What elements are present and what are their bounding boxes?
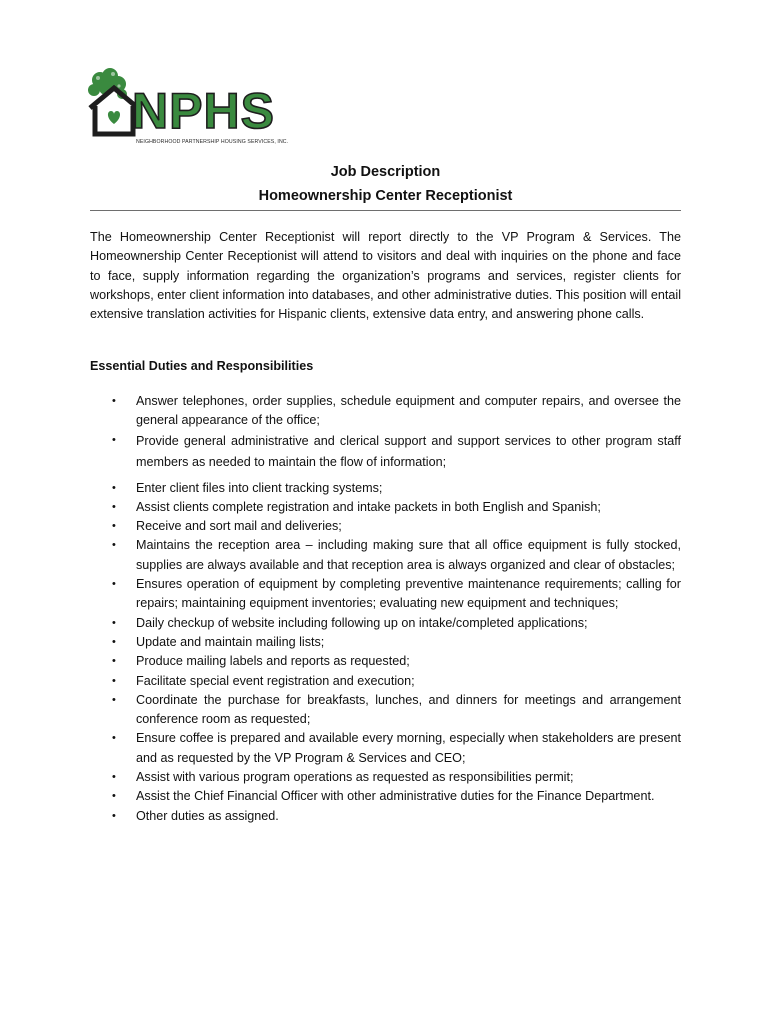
bullet-icon: • [112,616,116,629]
page-subtitle: Homeownership Center Receptionist [258,188,513,204]
bullet-icon: • [112,520,116,533]
logo-subtitle: NEIGHBORHOOD PARTNERSHIP HOUSING SERVICES, INC. [136,139,289,145]
list-item: • Ensure coffee is prepared and available every morning, especially when stakeholders are present and as requested by the VP Program & Services and CEO; [112,731,681,765]
bullet-icon: • [112,635,116,648]
list-item: • Assist with various program operations as requested as responsibilities permit; [112,768,681,787]
section-heading: Essential Duties and Responsibilities [90,359,314,373]
list-item: • Other duties as assigned. [112,807,681,826]
list-item: • Ensures operation of equipment by completing preventive maintenance requirements; calling for repairs; maintaining equipment inventories; evaluating new equipment and techniques; [112,577,681,611]
bullet-icon: • [112,578,116,591]
bullet-icon: • [112,732,116,745]
list-item: • Coordinate the purchase for breakfasts, lunches, and dinners for meetings and arrangement conference room as requested; [112,692,681,727]
house-with-tree-and-heart-icon [86,68,296,138]
list-item: • Answer telephones, order supplies, schedule equipment and computer repairs, and oversee the general appearance of the office; [112,394,681,428]
list-item: • Assist the Chief Financial Officer with other administrative duties for the Finance Department. [112,787,681,806]
bullet-icon: • [112,809,116,822]
bullet-icon: • [112,655,116,668]
list-item: • Enter client files into client tracking systems; [112,479,681,498]
bullet-icon: • [112,500,116,513]
list-item: • Assist clients complete registration and intake packets in both English and Spanish; [112,498,681,517]
list-item: • Maintains the reception area – including making sure that all office equipment is fully stocked, supplies are always available and that reception area is always organized and clear of obstacles; [112,538,681,572]
title-block [90,160,681,208]
logo-wordmark: NPHS [132,83,275,138]
list-item: • Produce mailing labels and reports as requested; [112,652,681,671]
list-item: • Provide general administrative and clerical support and support services to other program staff members as needed to maintain the flow of information; [112,431,681,473]
page-title: Job Description [330,164,441,180]
bullet-icon: • [112,539,116,552]
bullet-icon: • [112,693,116,706]
bullet-icon: • [112,674,116,687]
list-item: • Update and maintain mailing lists; [112,633,681,652]
list-item: • Receive and sort mail and deliveries; [112,517,681,536]
bullet-icon: • [112,771,116,784]
bullet-icon: • [112,433,116,446]
bullet-icon: • [112,395,116,407]
list-item: • Facilitate special event registration and execution; [112,672,681,691]
duties-list [112,392,681,826]
nphs-logo [86,68,296,150]
intro-paragraph: The Homeownership Center Receptionist will report directly to the VP Program & Services. The Homeownership Center Receptionist will attend to visitors and deal with inquiries on the phone and face to face, supply information regarding the organization’s programs and services, register clients for workshops, enter client information into databases, and other administrative duties. This position will entail extensive translation activities for Hispanic clients, extensive data entry, and answering phone calls. [90,230,681,322]
title-divider [90,210,681,211]
bullet-icon: • [112,790,116,803]
list-item: • Daily checkup of website including following up on intake/completed applications; [112,614,681,633]
bullet-icon: • [112,481,116,494]
